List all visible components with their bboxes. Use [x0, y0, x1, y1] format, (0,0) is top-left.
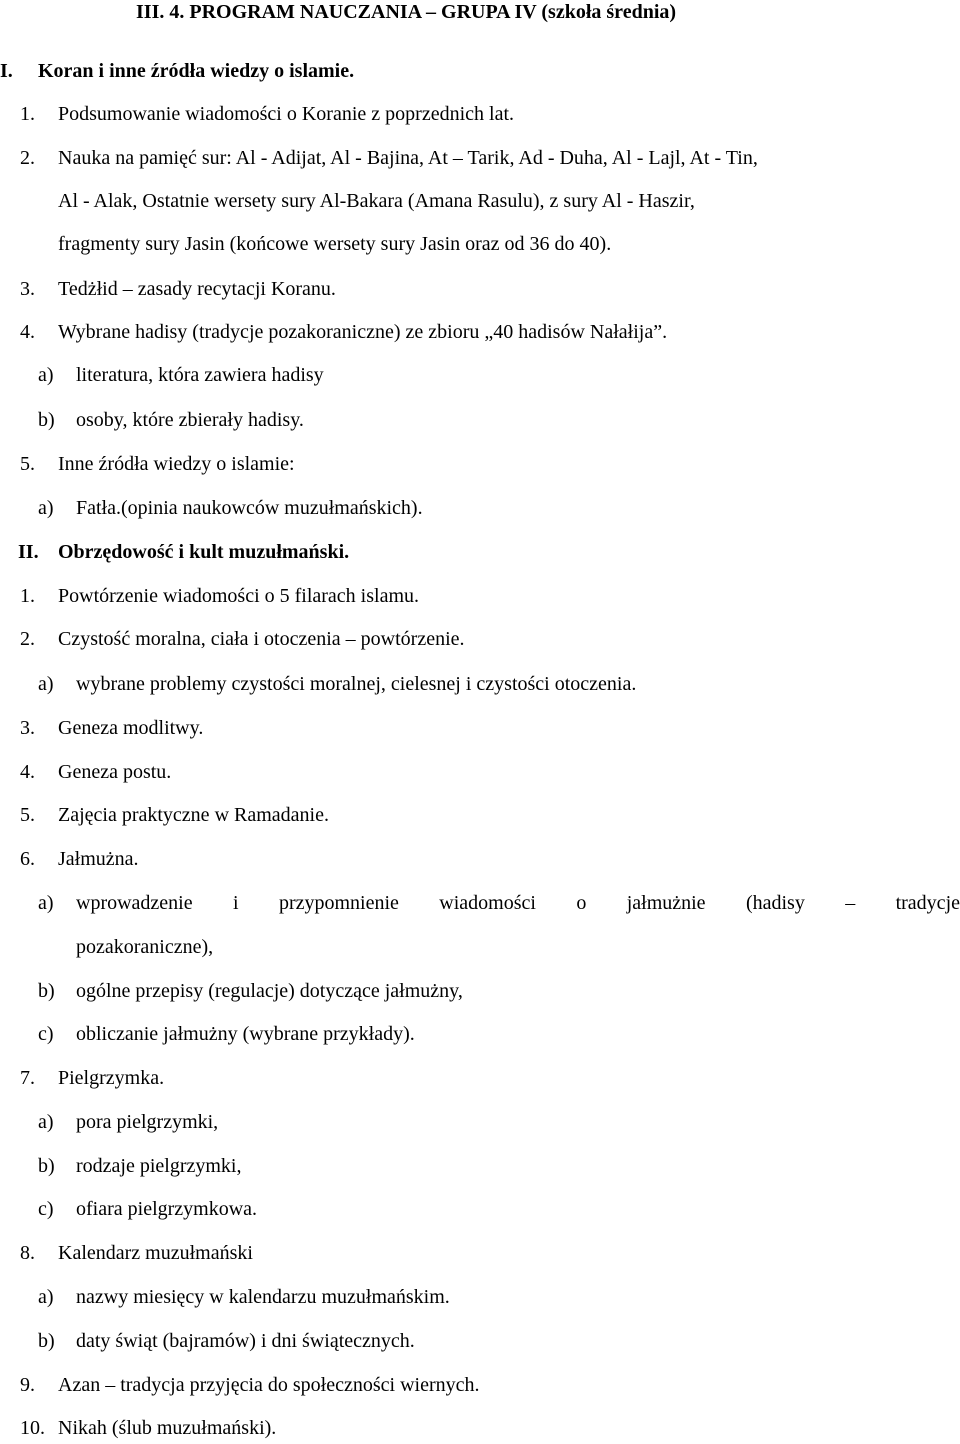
item-text: Geneza modlitwy. [58, 717, 204, 739]
sub-item-letter: c) [38, 1023, 54, 1045]
item-text: Wybrane hadisy (tradycje pozakoraniczne) ze zbioru „40 hadisów Nałałija”. [58, 321, 668, 343]
sub-item-letter: a) [38, 673, 54, 695]
sub-item-letter: b) [38, 1155, 55, 1177]
sub-item-text: obliczanie jałmużny (wybrane przykłady). [76, 1023, 415, 1045]
item-number: 2. [20, 147, 35, 169]
sub-item-text: Fatła.(opinia naukowców muzułmańskich). [76, 497, 423, 519]
item-number: 1. [20, 585, 35, 607]
sub-item-letter: a) [38, 1286, 54, 1308]
sub-item-text-continuation: pozakoraniczne), [76, 936, 214, 958]
item-number: 8. [20, 1242, 35, 1264]
sub-item-letter: a) [38, 892, 54, 914]
item-number: 1. [20, 103, 35, 125]
item-number: 5. [20, 804, 35, 826]
sub-item-letter: c) [38, 1198, 54, 1220]
item-number: 3. [20, 278, 35, 300]
item-number: 7. [20, 1067, 35, 1089]
sub-item-letter: b) [38, 409, 55, 431]
item-text: Pielgrzymka. [58, 1067, 165, 1089]
item-text: Inne źródła wiedzy o islamie: [58, 453, 295, 475]
item-number: 9. [20, 1374, 35, 1396]
item-text: Azan – tradycja przyjęcia do społeczności wiernych. [58, 1374, 480, 1396]
sub-item-letter: a) [38, 364, 54, 386]
section-title: Obrzędowość i kult muzułmański. [58, 541, 350, 563]
item-text-continuation: Al - Alak, Ostatnie wersety sury Al-Bakara (Amana Rasulu), z sury Al - Haszir, [58, 190, 695, 212]
sub-item-text: wprowadzenie i przypomnienie wiadomości o jałmużnie (hadisy – tradycje [76, 892, 960, 914]
item-number: 10. [20, 1417, 45, 1439]
sub-item-text: rodzaje pielgrzymki, [76, 1155, 242, 1177]
item-text: Geneza postu. [58, 761, 172, 783]
sub-item-letter: b) [38, 1330, 55, 1352]
sub-item-letter: a) [38, 497, 54, 519]
section-number: II. [18, 541, 39, 563]
document-title: III. 4. PROGRAM NAUCZANIA – GRUPA IV (szkoła średnia) [136, 1, 677, 23]
sub-item-text: nazwy miesięcy w kalendarzu muzułmańskim. [76, 1286, 450, 1308]
section-number: I. [0, 60, 13, 82]
sub-item-text: literatura, która zawiera hadisy [76, 364, 324, 386]
item-number: 2. [20, 628, 35, 650]
sub-item-text: osoby, które zbierały hadisy. [76, 409, 304, 431]
item-text-continuation: fragmenty sury Jasin (końcowe wersety sury Jasin oraz od 36 do 40). [58, 233, 612, 255]
sub-item-text: pora pielgrzymki, [76, 1111, 219, 1133]
sub-item-letter: a) [38, 1111, 54, 1133]
item-text: Tedżłid – zasady recytacji Koranu. [58, 278, 336, 300]
sub-item-text: daty świąt (bajramów) i dni świątecznych. [76, 1330, 415, 1352]
item-text: Zajęcia praktyczne w Ramadanie. [58, 804, 329, 826]
sub-item-letter: b) [38, 980, 55, 1002]
item-text: Czystość moralna, ciała i otoczenia – powtórzenie. [58, 628, 465, 650]
item-number: 4. [20, 761, 35, 783]
item-number: 6. [20, 848, 35, 870]
section-title: Koran i inne źródła wiedzy o islamie. [38, 60, 355, 82]
item-text: Podsumowanie wiadomości o Koranie z poprzednich lat. [58, 103, 514, 125]
sub-item-text: ogólne przepisy (regulacje) dotyczące jałmużny, [76, 980, 463, 1002]
item-text: Kalendarz muzułmański [58, 1242, 253, 1264]
item-number: 4. [20, 321, 35, 343]
item-text: Powtórzenie wiadomości o 5 filarach islamu. [58, 585, 420, 607]
item-number: 3. [20, 717, 35, 739]
item-text: Nauka na pamięć sur: Al - Adijat, Al - Bajina, At – Tarik, Ad - Duha, Al - Lajl, At - Tin, [58, 147, 758, 169]
sub-item-text: ofiara pielgrzymkowa. [76, 1198, 258, 1220]
sub-item-text: wybrane problemy czystości moralnej, cielesnej i czystości otoczenia. [76, 673, 637, 695]
item-number: 5. [20, 453, 35, 475]
item-text: Nikah (ślub muzułmański). [58, 1417, 277, 1439]
item-text: Jałmużna. [58, 848, 139, 870]
